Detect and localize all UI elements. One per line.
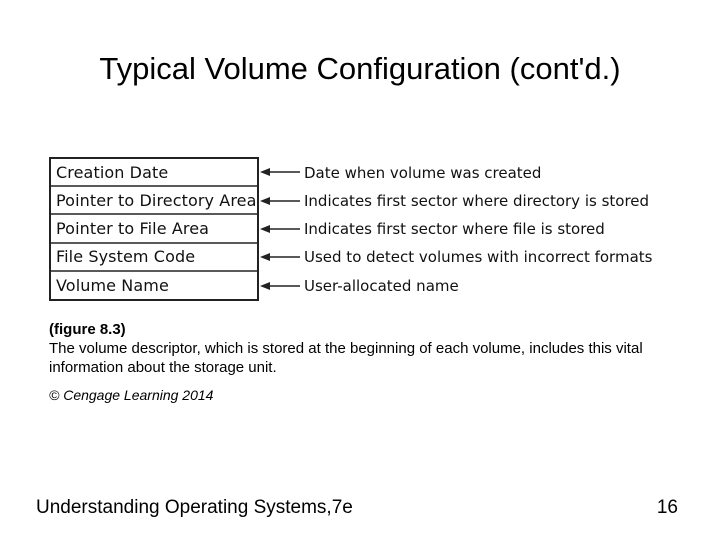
field-pointer-directory-area: Pointer to Directory Area xyxy=(56,191,257,210)
description-volume-name: User-allocated name xyxy=(304,277,459,295)
arrow-icon xyxy=(260,168,300,176)
arrow-icon xyxy=(260,282,300,290)
description-pointer-directory-area: Indicates first sector where directory is stored xyxy=(304,192,650,210)
description-creation-date: Date when volume was created xyxy=(304,164,542,182)
arrow-icon xyxy=(260,253,300,261)
caption-text: The volume descriptor, which is stored at the beginning of each volume, includes this vital information about the storage unit. xyxy=(49,340,643,376)
arrow-icon xyxy=(260,225,300,233)
field-creation-date: Creation Date xyxy=(56,163,169,182)
footer-book-title: Understanding Operating Systems,7e xyxy=(36,497,353,518)
field-pointer-file-area: Pointer to File Area xyxy=(56,219,210,238)
figure-caption xyxy=(49,320,689,377)
slide-title: Typical Volume Configuration (cont'd.) xyxy=(99,51,621,86)
field-file-system-code: File System Code xyxy=(56,247,196,266)
arrow-icon xyxy=(260,197,300,205)
description-pointer-file-area: Indicates first sector where file is stored xyxy=(304,220,605,238)
copyright-notice: © Cengage Learning 2014 xyxy=(49,387,214,403)
page-number: 16 xyxy=(656,497,678,518)
field-volume-name: Volume Name xyxy=(56,276,169,295)
description-file-system-code: Used to detect volumes with incorrect formats xyxy=(304,248,653,266)
figure-reference: (figure 8.3) xyxy=(49,321,126,338)
